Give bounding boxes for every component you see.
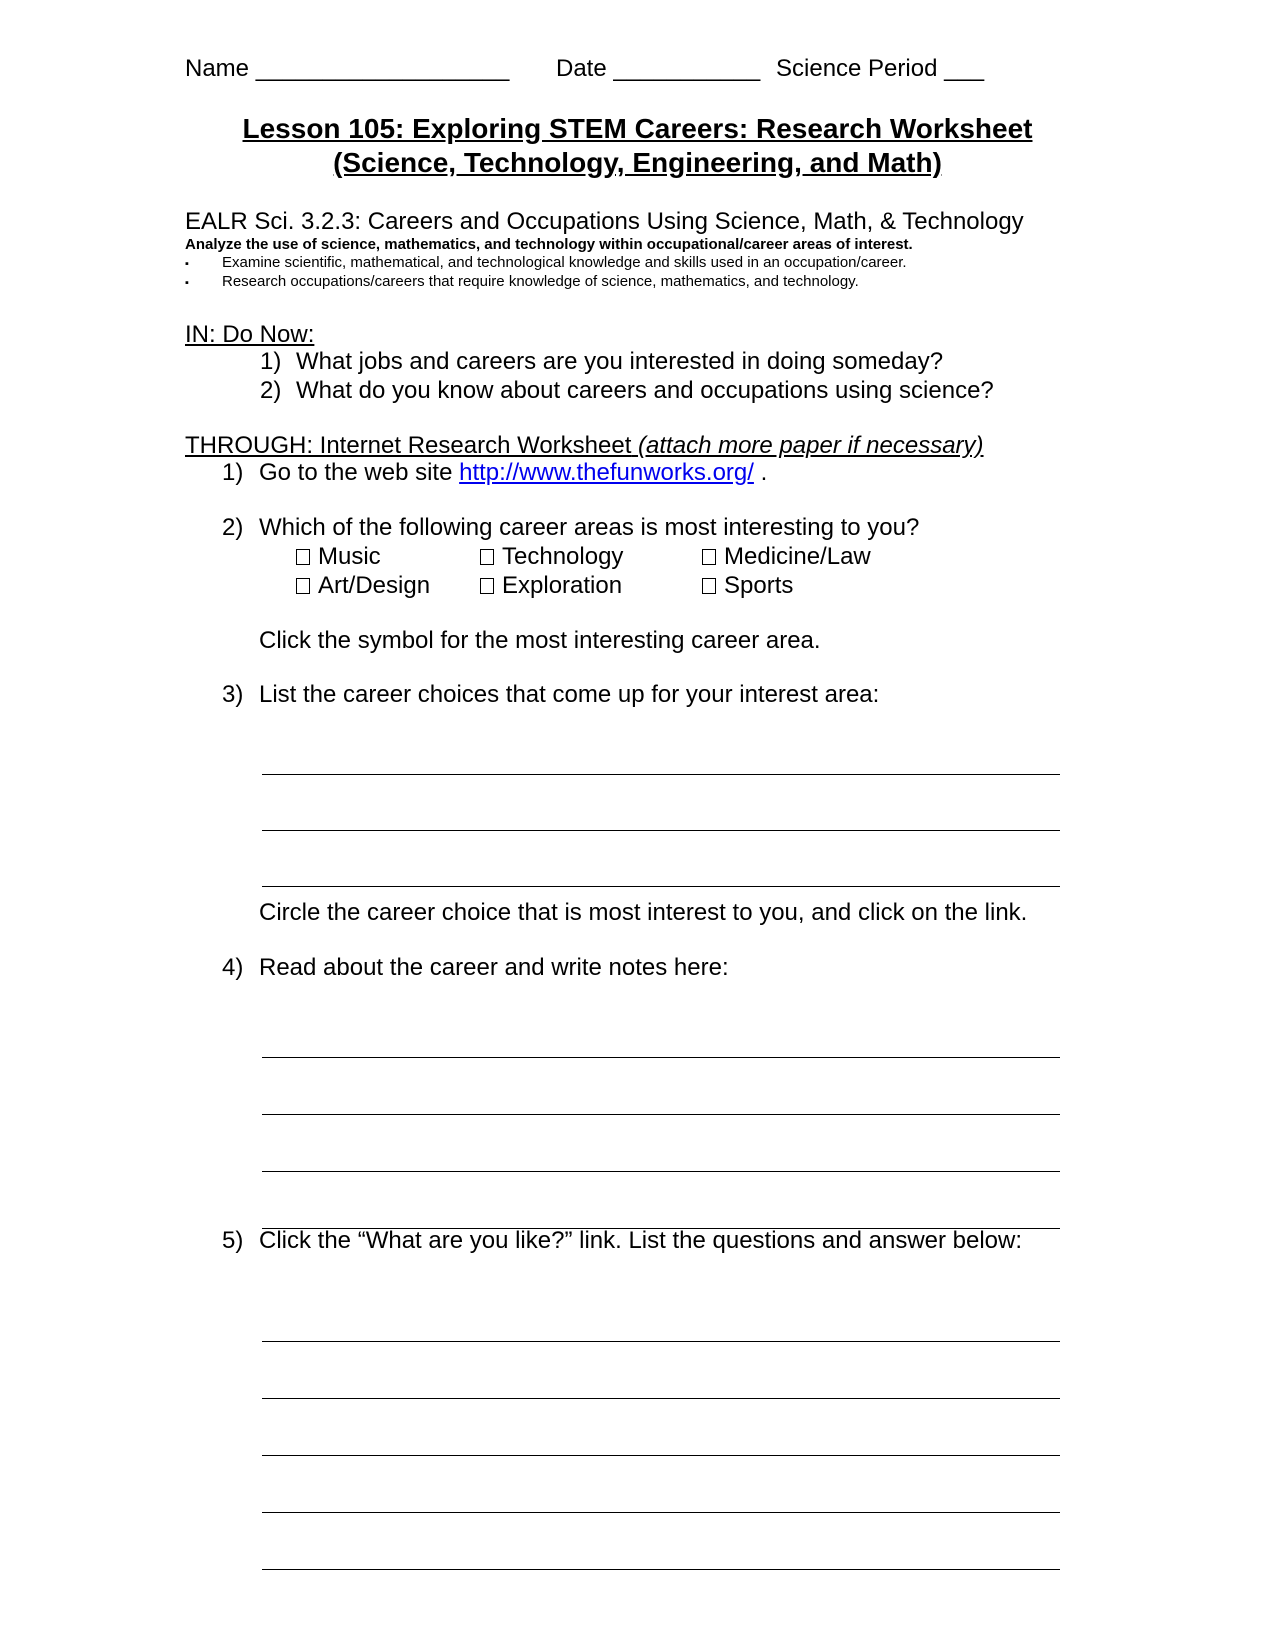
- q2-text: Which of the following career areas is most interesting to you?: [259, 514, 920, 541]
- do-now-item-1-num: 1): [260, 348, 282, 375]
- q3-num: 3): [222, 681, 244, 708]
- do-now-heading: IN: Do Now:: [185, 321, 315, 348]
- answer-line[interactable]: [262, 774, 1060, 775]
- option-medicine-law[interactable]: [702, 543, 871, 571]
- answer-line[interactable]: [262, 1398, 1060, 1399]
- answer-line[interactable]: [262, 1114, 1060, 1115]
- option-label: Exploration: [502, 572, 623, 599]
- q2-instruction: Click the symbol for the most interesting career area.: [259, 627, 821, 654]
- answer-line[interactable]: [262, 830, 1060, 831]
- bullet-icon: ▪: [185, 258, 189, 270]
- q1-text: Go to the web site: [259, 459, 453, 486]
- option-label: Medicine/Law: [724, 543, 871, 570]
- q3-instruction: Circle the career choice that is most interest to you, and click on the link.: [259, 899, 1028, 926]
- ealr-bullet-text: Research occupations/careers that require knowledge of science, mathematics, and technology.: [222, 273, 859, 290]
- checkbox-icon[interactable]: [480, 549, 494, 565]
- option-exploration[interactable]: [480, 572, 622, 600]
- answer-line[interactable]: [262, 1512, 1060, 1513]
- q1-num: 1): [222, 459, 244, 486]
- q4-text: Read about the career and write notes here:: [259, 954, 729, 981]
- do-now-item-2-num: 2): [260, 377, 282, 404]
- ealr-bullet-2: [185, 273, 859, 292]
- q1-after: .: [760, 459, 768, 486]
- checkbox-icon[interactable]: [702, 578, 716, 594]
- q5-num: 5): [222, 1227, 244, 1254]
- funworks-link[interactable]: http://www.thefunworks.org/: [459, 459, 754, 486]
- q2-num: 2): [222, 514, 244, 541]
- answer-line[interactable]: [262, 1171, 1060, 1172]
- through-heading: [185, 432, 984, 460]
- q4-num: 4): [222, 954, 244, 981]
- answer-line[interactable]: [262, 886, 1060, 887]
- answer-line[interactable]: [262, 1455, 1060, 1456]
- option-music[interactable]: [296, 543, 381, 571]
- answer-line[interactable]: [262, 1569, 1060, 1570]
- do-now-item-1-text: What jobs and careers are you interested in doing someday?: [296, 348, 944, 375]
- option-label: Technology: [502, 543, 624, 570]
- through-note: (attach more paper if necessary): [638, 432, 984, 459]
- answer-line[interactable]: [262, 1341, 1060, 1342]
- name-field-label: Name ___________________: [185, 55, 510, 82]
- option-label: Music: [318, 543, 381, 570]
- ealr-bullet-1: [185, 254, 907, 273]
- page-title: Lesson 105: Exploring STEM Careers: Research Worksheet: [242, 113, 1033, 144]
- option-technology[interactable]: [480, 543, 623, 571]
- option-art-design[interactable]: [296, 572, 430, 600]
- option-label: Art/Design: [318, 572, 431, 599]
- checkbox-icon[interactable]: [296, 578, 310, 594]
- ealr-subheading: Analyze the use of science, mathematics, and technology within occupational/career areas of interest.: [185, 236, 913, 253]
- option-label: Sports: [724, 572, 794, 599]
- science-period-label: Science Period ___: [776, 55, 985, 82]
- q1-line: [259, 459, 767, 487]
- do-now-item-2-text: What do you know about careers and occupations using science?: [296, 377, 994, 404]
- checkbox-icon[interactable]: [702, 549, 716, 565]
- ealr-bullet-text: Examine scientific, mathematical, and technological knowledge and skills used in an occupation/career.: [222, 254, 907, 271]
- answer-line[interactable]: [262, 1057, 1060, 1058]
- q5-text: Click the “What are you like?” link. List the questions and answer below:: [259, 1227, 1023, 1254]
- page-subtitle: (Science, Technology, Engineering, and Math): [333, 147, 942, 178]
- through-heading-text: THROUGH: Internet Research Worksheet: [185, 432, 632, 459]
- date-field-label: Date ___________: [556, 55, 761, 82]
- checkbox-icon[interactable]: [296, 549, 310, 565]
- bullet-icon: ▪: [185, 277, 189, 289]
- option-sports[interactable]: [702, 572, 793, 600]
- checkbox-icon[interactable]: [480, 578, 494, 594]
- q3-text: List the career choices that come up for your interest area:: [259, 681, 880, 708]
- ealr-heading: EALR Sci. 3.2.3: Careers and Occupations Using Science, Math, & Technology: [185, 208, 1024, 235]
